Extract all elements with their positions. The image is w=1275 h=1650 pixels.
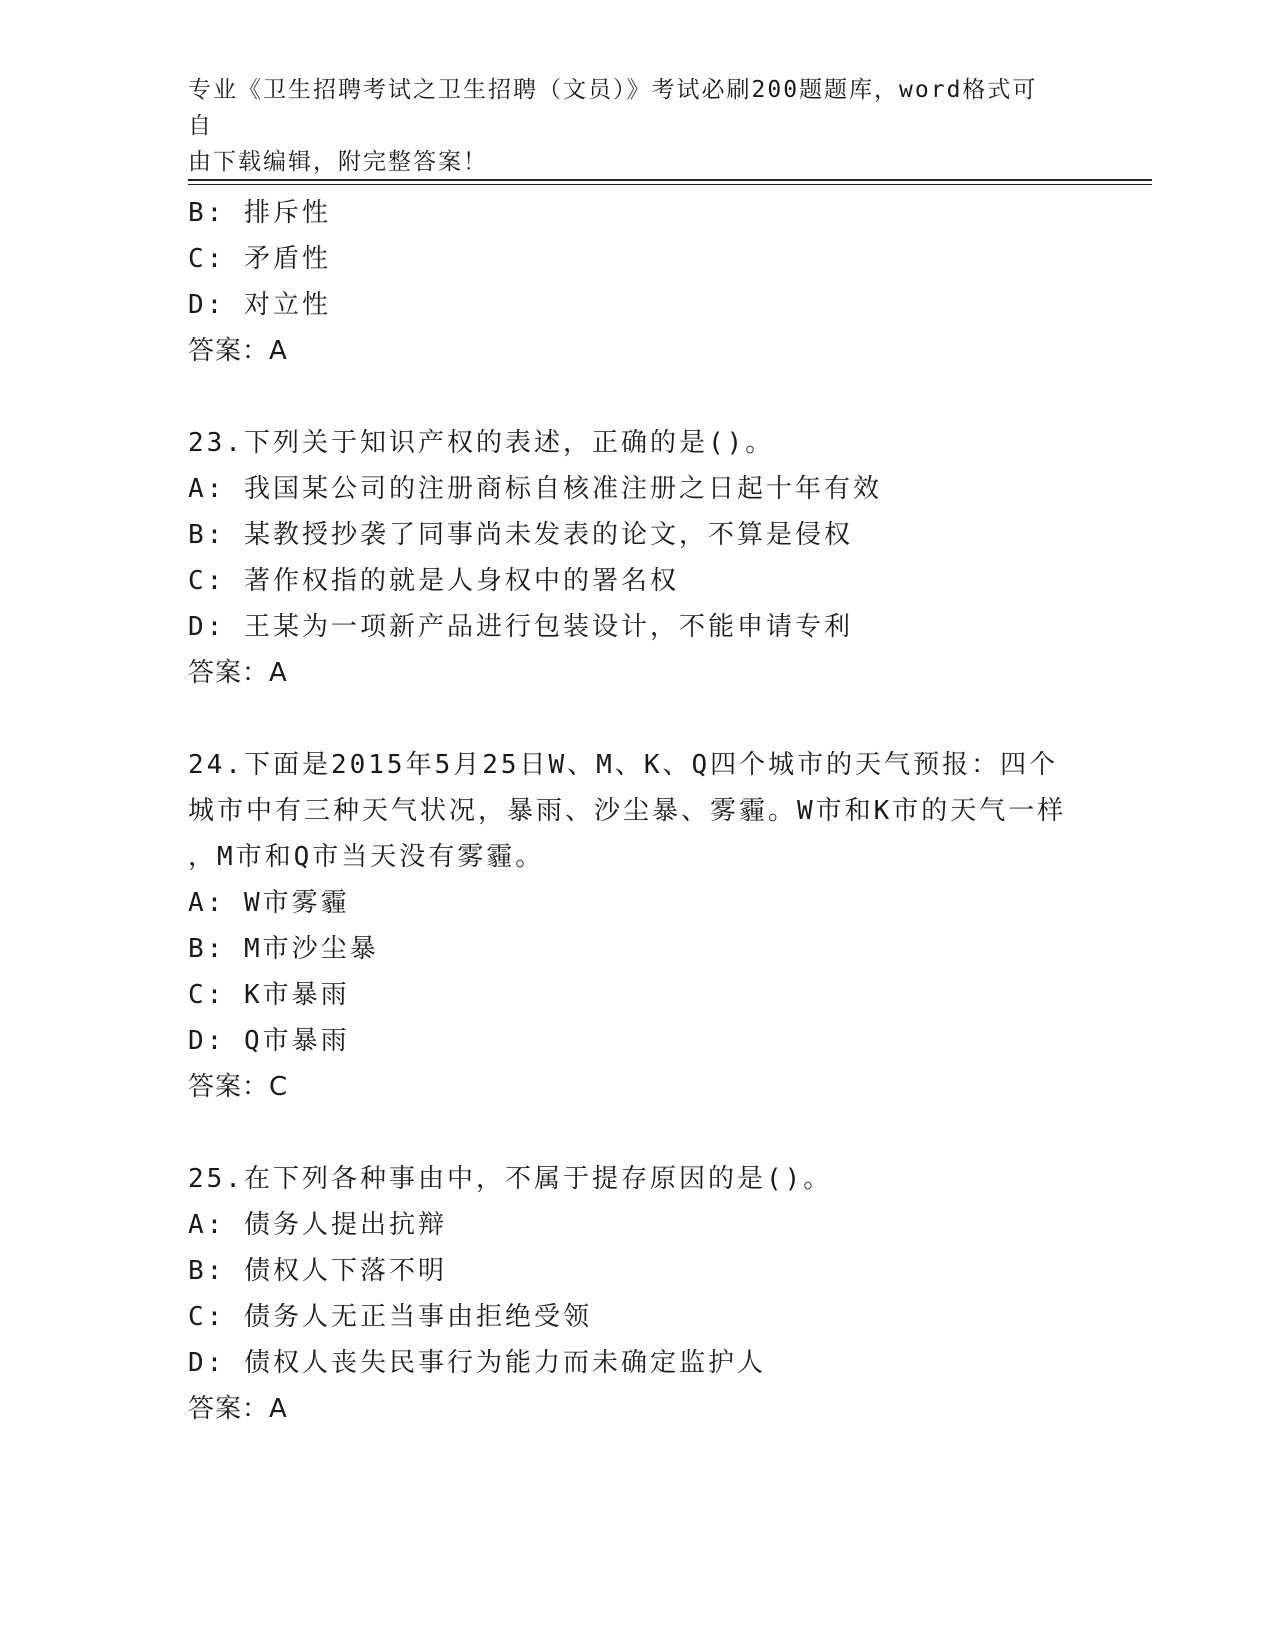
question-25 — [188, 1156, 1108, 1432]
question-stem: 23.下列关于知识产权的表述，正确的是()。 — [188, 428, 775, 458]
option-b: B: M市沙尘暴 — [188, 934, 379, 964]
spacer — [188, 1110, 1108, 1156]
header-title-line-1: 专业《卫生招聘考试之卫生招聘（文员）》考试必刷200题题库，word格式可自 — [188, 77, 1038, 139]
option-c: C: K市暴雨 — [188, 980, 350, 1010]
option-c: C: 矛盾性 — [188, 244, 331, 274]
answer-label: 答案：C — [188, 1072, 289, 1102]
option-d: D: 债权人丧失民事行为能力而未确定监护人 — [188, 1348, 766, 1378]
option-a: A: W市雾霾 — [188, 888, 350, 918]
option-c: C: 债务人无正当事由拒绝受领 — [188, 1302, 592, 1332]
document-header — [188, 72, 1058, 180]
option-b: B: 某教授抄袭了同事尚未发表的论文，不算是侵权 — [188, 520, 853, 550]
option-b: B: 排斥性 — [188, 198, 331, 228]
header-title-line-2: 由下载编辑，附完整答案！ — [188, 149, 488, 175]
question-22-continued — [188, 190, 1108, 374]
spacer — [188, 696, 1108, 742]
question-list — [188, 190, 1108, 1432]
answer-label: 答案：A — [188, 336, 288, 366]
question-23 — [188, 420, 1108, 696]
option-d: D: Q市暴雨 — [188, 1026, 350, 1056]
question-stem-line-2: 城市中有三种天气状况，暴雨、沙尘暴、雾霾。W市和K市的天气一样 — [188, 796, 1067, 826]
spacer — [188, 374, 1108, 420]
answer-label: 答案：A — [188, 1394, 288, 1424]
option-b: B: 债权人下落不明 — [188, 1256, 447, 1286]
option-d: D: 对立性 — [188, 290, 331, 320]
option-c: C: 著作权指的就是人身权中的署名权 — [188, 566, 679, 596]
header-divider-thin — [188, 184, 1152, 185]
question-stem: 25.在下列各种事由中，不属于提存原因的是()。 — [188, 1164, 833, 1194]
option-a: A: 债务人提出抗辩 — [188, 1210, 447, 1240]
header-divider-thick — [188, 179, 1152, 181]
option-a: A: 我国某公司的注册商标自核准注册之日起十年有效 — [188, 474, 882, 504]
question-stem-line-1: 24.下面是2015年5月25日W、M、K、Q四个城市的天气预报：四个 — [188, 750, 1059, 780]
answer-label: 答案：A — [188, 658, 288, 688]
option-d: D: 王某为一项新产品进行包装设计，不能申请专利 — [188, 612, 853, 642]
question-24 — [188, 742, 1108, 1110]
question-stem-line-3: ，M市和Q市当天没有雾霾。 — [188, 842, 545, 872]
